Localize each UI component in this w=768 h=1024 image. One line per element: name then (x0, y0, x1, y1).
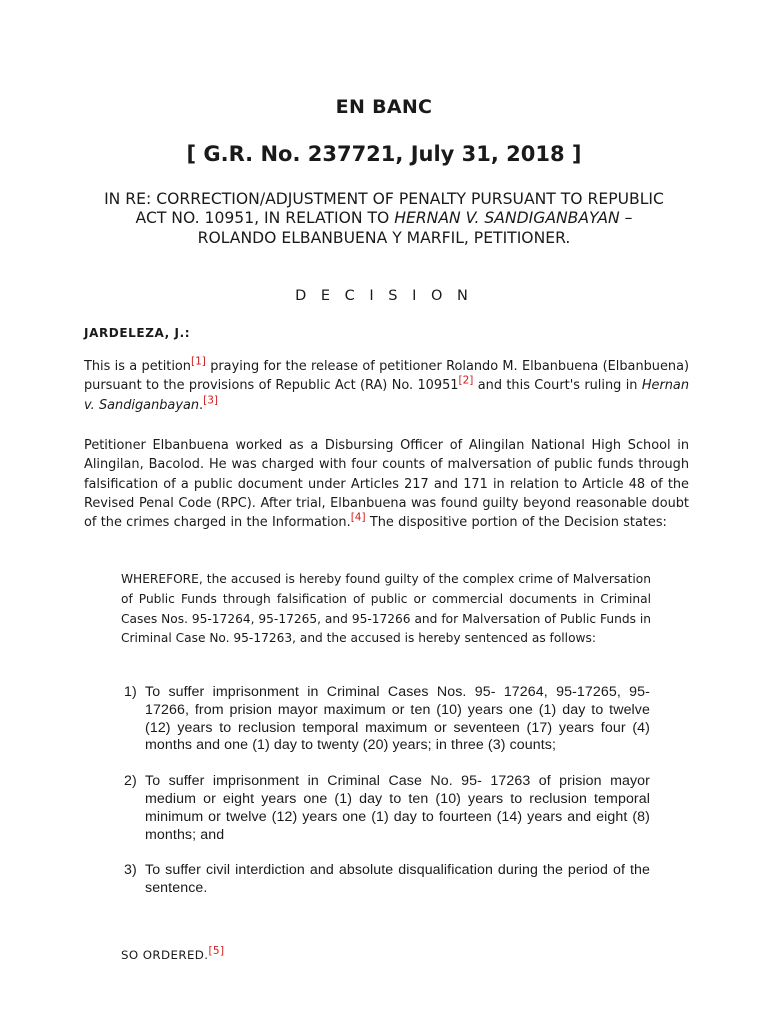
paragraph-1-text-3: and this Court's ruling in (473, 378, 642, 394)
paragraph-2 (84, 436, 689, 532)
sentence-list (110, 684, 650, 898)
case-caption (96, 190, 672, 248)
case-number: [ G.R. No. 237721, July 31, 2018 ] (186, 142, 582, 166)
decision-heading: D E C I S I O N (295, 288, 473, 304)
cited-case-name: Hernan v. Sandiganbayan (84, 378, 689, 413)
footnote-4-link[interactable]: [4] (350, 511, 366, 524)
paragraph-1-text-1: This is a petition (84, 359, 191, 374)
so-ordered-text: SO ORDERED. (121, 948, 209, 962)
paragraph-2-text-2: The dispositive portion of the Decision states: (365, 515, 667, 531)
sentence-item (110, 684, 650, 755)
sentence-text: To suffer imprisonment in Criminal Cases Nos. 95- 17264, 95-17265, 95-17266, from prision mayor maximum or ten (10) years one (1) day to twelve (12) years to reclusion temporal maximum or seventeen (17) years four (4) months and one (1) day to twenty (20) years; in three (3) counts; (145, 684, 650, 754)
court-division: EN BANC (335, 96, 433, 118)
paragraph-1-text-2: praying for the release of petitioner Rolando M. Elbanbuena (Elbanbuena) pursuant to the provisions of Republic Act (RA) No. 10951 (84, 359, 690, 394)
paragraph-1-text-4: . (199, 397, 204, 413)
sentence-item (110, 862, 650, 898)
sentence-item (110, 773, 650, 844)
paragraph-1 (84, 357, 689, 415)
so-ordered (121, 945, 225, 962)
sentence-text: To suffer imprisonment in Criminal Case No. 95- 17263 of prision mayor medium or eight years one (1) day to ten (10) years to reclusion temporal minimum or twelve (12) years one (1) day to fourteen (14) years and eight (8) months; and (145, 773, 650, 843)
caption-case-name: HERNAN V. SANDIGANBAYAN (394, 209, 620, 228)
sentence-number: 2) (124, 773, 137, 790)
paragraph-2-text-1: Petitioner Elbanbuena worked as a Disbursing Officer of Alingilan National High School in Alingilan, Bacolod. He was charged with four counts of malversation of public funds through falsification of a public document under Articles 217 and 171 in relation to Article 48 of the Revised Penal Code (RPC). After trial, Elbanbuena was found guilty beyond reasonable doubt of the crimes charged in the Information. (84, 438, 689, 531)
quoted-dispositive: WHEREFORE, the accused is hereby found guilty of the complex crime of Malversation of Public Funds through falsification of public or commercial documents in Criminal Cases Nos. 95-17264, 95-17265, and 95-17266 and for Malversation of Public Funds in Criminal Case No. 95-17263, and the accused is hereby sentenced as follows: (121, 572, 651, 646)
footnote-2-link[interactable]: [2] (458, 375, 474, 387)
sentence-number: 1) (124, 684, 137, 700)
footnote-5-link[interactable]: [5] (208, 945, 225, 958)
caption-text-2: – ROLANDO ELBANBUENA Y MARFIL, PETITIONER. (197, 209, 633, 247)
sentence-number: 3) (124, 862, 137, 879)
footnote-1-link[interactable]: [1] (190, 355, 206, 368)
footnote-3-link[interactable]: [3] (203, 394, 219, 407)
caption-text-1: IN RE: CORRECTION/ADJUSTMENT OF PENALTY PURSUANT TO REPUBLIC ACT NO. 10951, IN RELATION TO (104, 190, 664, 228)
sentence-text: To suffer civil interdiction and absolute disqualification during the period of the sentence. (145, 862, 650, 897)
ponente: JARDELEZA, J.: (84, 326, 191, 340)
